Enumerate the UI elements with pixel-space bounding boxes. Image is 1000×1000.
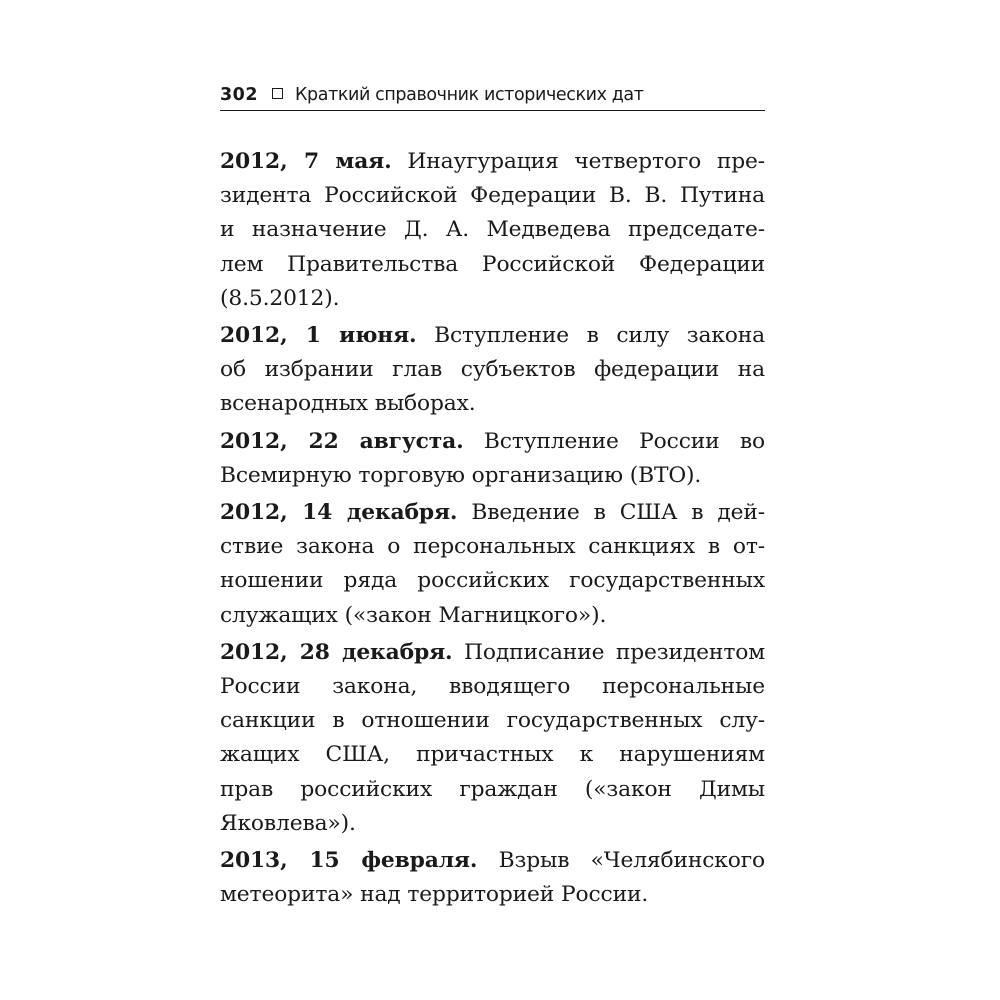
entry-line [220, 319, 765, 353]
entry-text: Инаугурация четвертого пре- [391, 149, 765, 174]
entry [220, 636, 765, 841]
entry-line [220, 425, 765, 459]
entry-line: ствие закона о персональных санкциях в от- [220, 534, 765, 560]
entry [220, 319, 765, 422]
entry-line [220, 844, 765, 878]
square-bullet-icon [272, 88, 283, 99]
entry-line: жащих США, причастных к нарушениям [220, 742, 765, 768]
entry-line: санкции в отношении государственных слу- [220, 708, 765, 734]
entry-line: России закона, вводящего персональные [220, 674, 765, 700]
entry-line [220, 636, 765, 670]
entry-text: Взрыв «Челябинского [477, 848, 765, 874]
entry [220, 844, 765, 912]
entry-line: всенародных выборах. [220, 391, 476, 417]
running-header [220, 80, 765, 111]
entry-date: 2012, 14 декабря. [220, 500, 458, 526]
entry-line: Яковлева»). [220, 810, 356, 836]
entry-line [220, 145, 765, 179]
header-title: Краткий справочник исторических дат [295, 85, 644, 105]
entry-line: об избрании глав субъектов федерации на [220, 357, 765, 383]
entry-date: 2012, 28 декабря. [220, 639, 453, 665]
entry-line: метеорита» над территорией России. [220, 882, 649, 908]
entry-line: Всемирную торговую организацию (ВТО). [220, 462, 702, 488]
entry-line: и назначение Д. А. Медведева председате- [220, 217, 765, 243]
entry-line: лем Правительства Российской Федерации [220, 251, 765, 277]
entry [220, 496, 765, 633]
entry [220, 425, 765, 493]
entry [220, 145, 765, 316]
entry-line [220, 496, 765, 530]
entry-date: 2012, 1 июня. [220, 323, 417, 349]
entries-list [220, 145, 765, 915]
entry-text: Вступление России во [463, 428, 765, 454]
entry-text: Введение в США в дей- [457, 500, 765, 526]
entry-line: прав российских граждан («закон Димы [220, 776, 765, 802]
entry-date: 2012, 22 августа. [220, 428, 464, 454]
entry-date: 2013, 15 февраля. [220, 848, 478, 874]
entry-line: ношении ряда российских государственных [220, 568, 765, 594]
page-number: 302 [220, 85, 259, 105]
entry-text: Вступление в силу закона [416, 323, 765, 349]
entry-text: Подписание президентом [452, 639, 765, 665]
entry-date: 2012, 7 мая. [220, 149, 392, 174]
entry-line: (8.5.2012). [220, 285, 340, 311]
entry-line: служащих («закон Магницкого»). [220, 602, 607, 628]
entry-line: зидента Российской Федерации В. В. Путина [220, 183, 765, 209]
